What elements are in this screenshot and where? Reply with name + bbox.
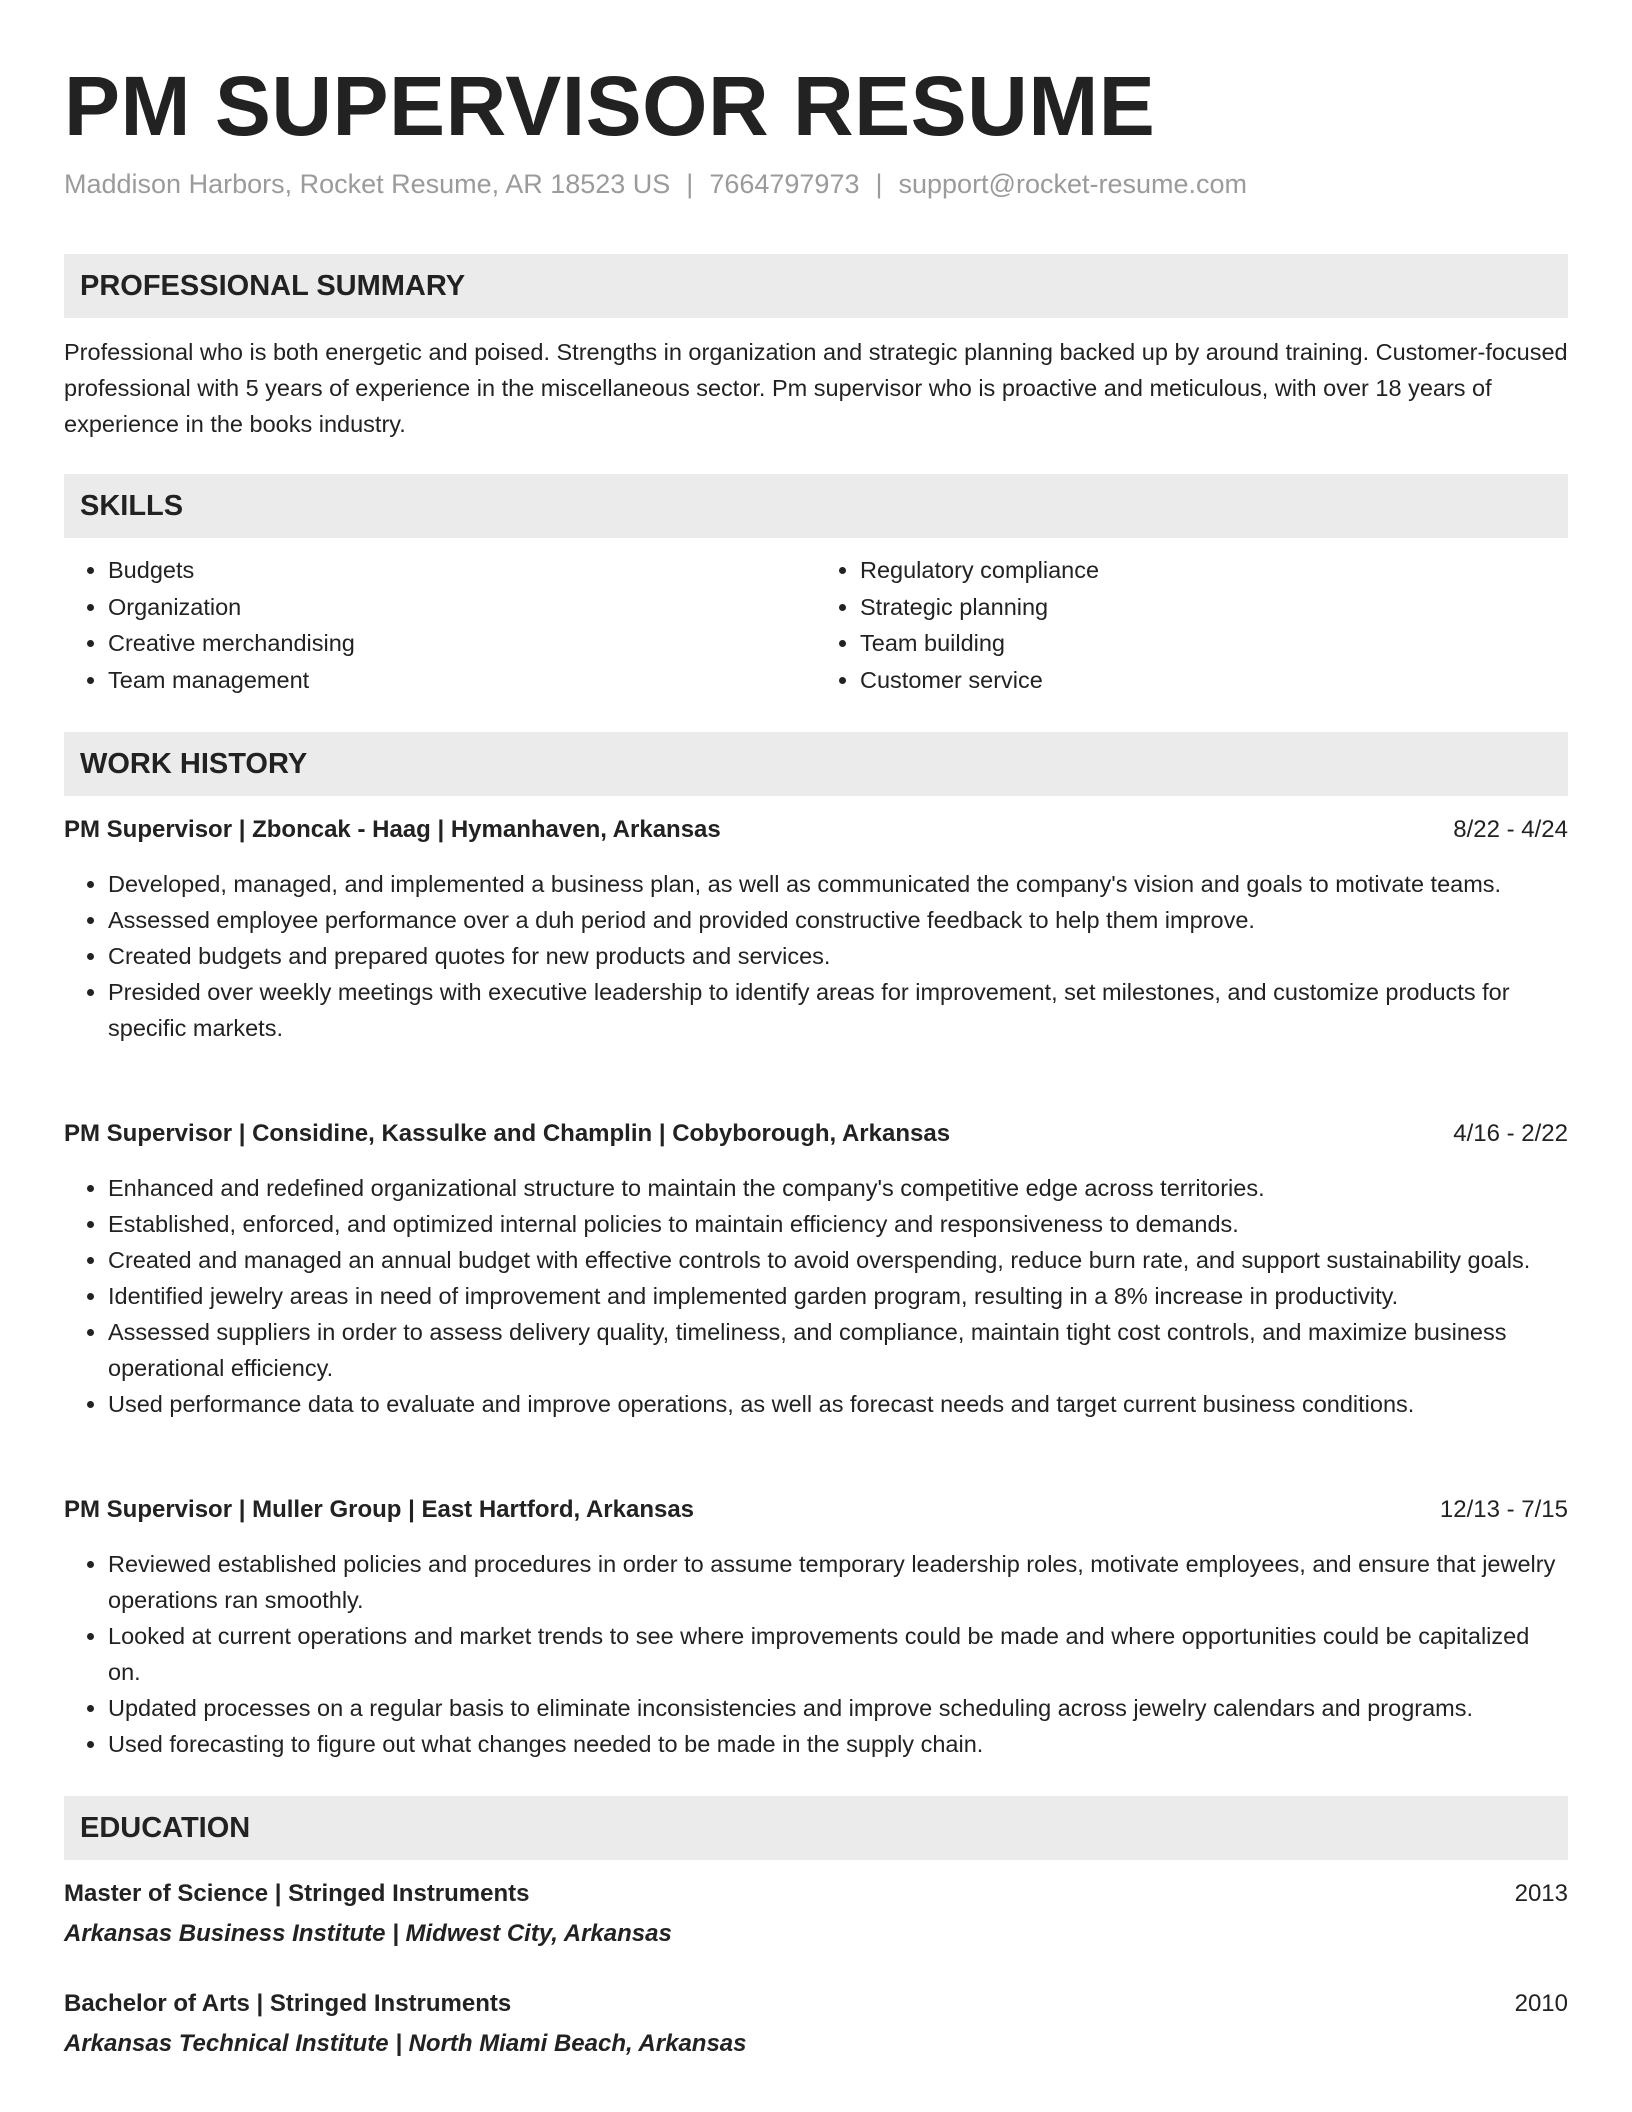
education-year: 2010 bbox=[1514, 1990, 1568, 2017]
job-bullet: • Assessed employee performance over a duh period and provided constructive feedback to help them improve. bbox=[108, 902, 1568, 938]
section-header-education bbox=[64, 1796, 1568, 1860]
job-bullet: • Presided over weekly meetings with executive leadership to identify areas for improvement, set milestones, and customize products for specific markets. bbox=[108, 974, 1568, 1046]
job-bullet: • Used performance data to evaluate and improve operations, as well as forecast needs and target current business conditions. bbox=[108, 1386, 1568, 1422]
job-bullets bbox=[64, 1546, 1568, 1762]
skill-item: • Customer service bbox=[860, 662, 1568, 699]
job-bullets bbox=[64, 866, 1568, 1046]
job-bullet: • Identified jewelry areas in need of improvement and implemented garden program, resulting in a 8% increase in productivity. bbox=[108, 1278, 1568, 1314]
job-title: PM Supervisor | Muller Group | East Hartford, Arkansas bbox=[64, 1496, 695, 1523]
contact-separator: | bbox=[875, 169, 883, 199]
education-degree: Bachelor of Arts | Stringed Instruments bbox=[64, 1990, 512, 2017]
job-dates: 4/16 - 2/22 bbox=[1453, 1120, 1568, 1147]
skill-item: • Regulatory compliance bbox=[860, 552, 1568, 589]
contact-address: Maddison Harbors, Rocket Resume, AR 18523 US bbox=[64, 169, 671, 199]
job-bullet: • Established, enforced, and optimized internal policies to maintain efficiency and responsiveness to demands. bbox=[108, 1206, 1568, 1242]
job-bullet: • Updated processes on a regular basis to eliminate inconsistencies and improve scheduling across jewelry calendars and programs. bbox=[108, 1690, 1568, 1726]
job-header bbox=[64, 1116, 1568, 1152]
contact-email: support@rocket-resume.com bbox=[898, 169, 1248, 199]
skill-item: • Team management bbox=[108, 662, 816, 699]
skill-item: • Organization bbox=[108, 589, 816, 626]
summary-text: Professional who is both energetic and poised. Strengths in organization and strategic planning backed up by around training. Customer-focused professional with 5 years of experience in the miscellaneous sector. Pm supervisor who is proactive and meticulous, with over 18 years of experience in the books industry. bbox=[64, 339, 1568, 437]
job-title: PM Supervisor | Zboncak - Haag | Hymanhaven, Arkansas bbox=[64, 816, 721, 843]
job-bullet: • Developed, managed, and implemented a business plan, as well as communicated the company's vision and goals to motivate teams. bbox=[108, 866, 1568, 902]
contact-separator: | bbox=[686, 169, 694, 199]
page-title: PM SUPERVISOR RESUME bbox=[64, 59, 1156, 153]
section-title: WORK HISTORY bbox=[80, 748, 308, 780]
section-header-work-history bbox=[64, 732, 1568, 796]
job-bullet: • Looked at current operations and market trends to see where improvements could be made and where opportunities could be capitalized on. bbox=[108, 1618, 1568, 1690]
job-bullet: • Reviewed established policies and procedures in order to assume temporary leadership roles, motivate employees, and ensure that jewelry operations ran smoothly. bbox=[108, 1546, 1568, 1618]
job-bullet: • Created and managed an annual budget with effective controls to avoid overspending, reduce burn rate, and support sustainability goals. bbox=[108, 1242, 1568, 1278]
section-title: EDUCATION bbox=[80, 1812, 251, 1844]
section-header-summary bbox=[64, 254, 1568, 318]
job-dates: 12/13 - 7/15 bbox=[1439, 1496, 1568, 1523]
skill-item: • Creative merchandising bbox=[108, 625, 816, 662]
contact-line bbox=[64, 166, 1247, 202]
job-bullet: • Assessed suppliers in order to assess delivery quality, timeliness, and compliance, maintain tight cost controls, and maximize business operational efficiency. bbox=[108, 1314, 1568, 1386]
skills-list bbox=[64, 552, 1568, 698]
education-header bbox=[64, 1876, 1568, 1912]
job-header bbox=[64, 1492, 1568, 1528]
skills-column-left bbox=[64, 552, 816, 698]
section-title: SKILLS bbox=[80, 490, 184, 522]
job-bullet: • Created budgets and prepared quotes for new products and services. bbox=[108, 938, 1568, 974]
job-bullets bbox=[64, 1170, 1568, 1422]
skills-column-right bbox=[816, 552, 1568, 698]
education-school: Arkansas Technical Institute | North Miami Beach, Arkansas bbox=[64, 2030, 747, 2057]
skill-item: • Budgets bbox=[108, 552, 816, 589]
job-header bbox=[64, 812, 1568, 848]
section-title: PROFESSIONAL SUMMARY bbox=[80, 270, 466, 302]
skill-item: • Strategic planning bbox=[860, 589, 1568, 626]
education-school: Arkansas Business Institute | Midwest City, Arkansas bbox=[64, 1920, 672, 1947]
contact-phone: 7664797973 bbox=[709, 169, 860, 199]
job-bullet: • Enhanced and redefined organizational structure to maintain the company's competitive edge across territories. bbox=[108, 1170, 1568, 1206]
education-header bbox=[64, 1986, 1568, 2022]
education-degree: Master of Science | Stringed Instruments bbox=[64, 1880, 530, 1907]
job-bullet: • Used forecasting to figure out what changes needed to be made in the supply chain. bbox=[108, 1726, 1568, 1762]
job-dates: 8/22 - 4/24 bbox=[1453, 816, 1568, 843]
education-year: 2013 bbox=[1514, 1880, 1568, 1907]
job-title: PM Supervisor | Considine, Kassulke and Champlin | Cobyborough, Arkansas bbox=[64, 1120, 951, 1147]
skill-item: • Team building bbox=[860, 625, 1568, 662]
section-header-skills bbox=[64, 474, 1568, 538]
